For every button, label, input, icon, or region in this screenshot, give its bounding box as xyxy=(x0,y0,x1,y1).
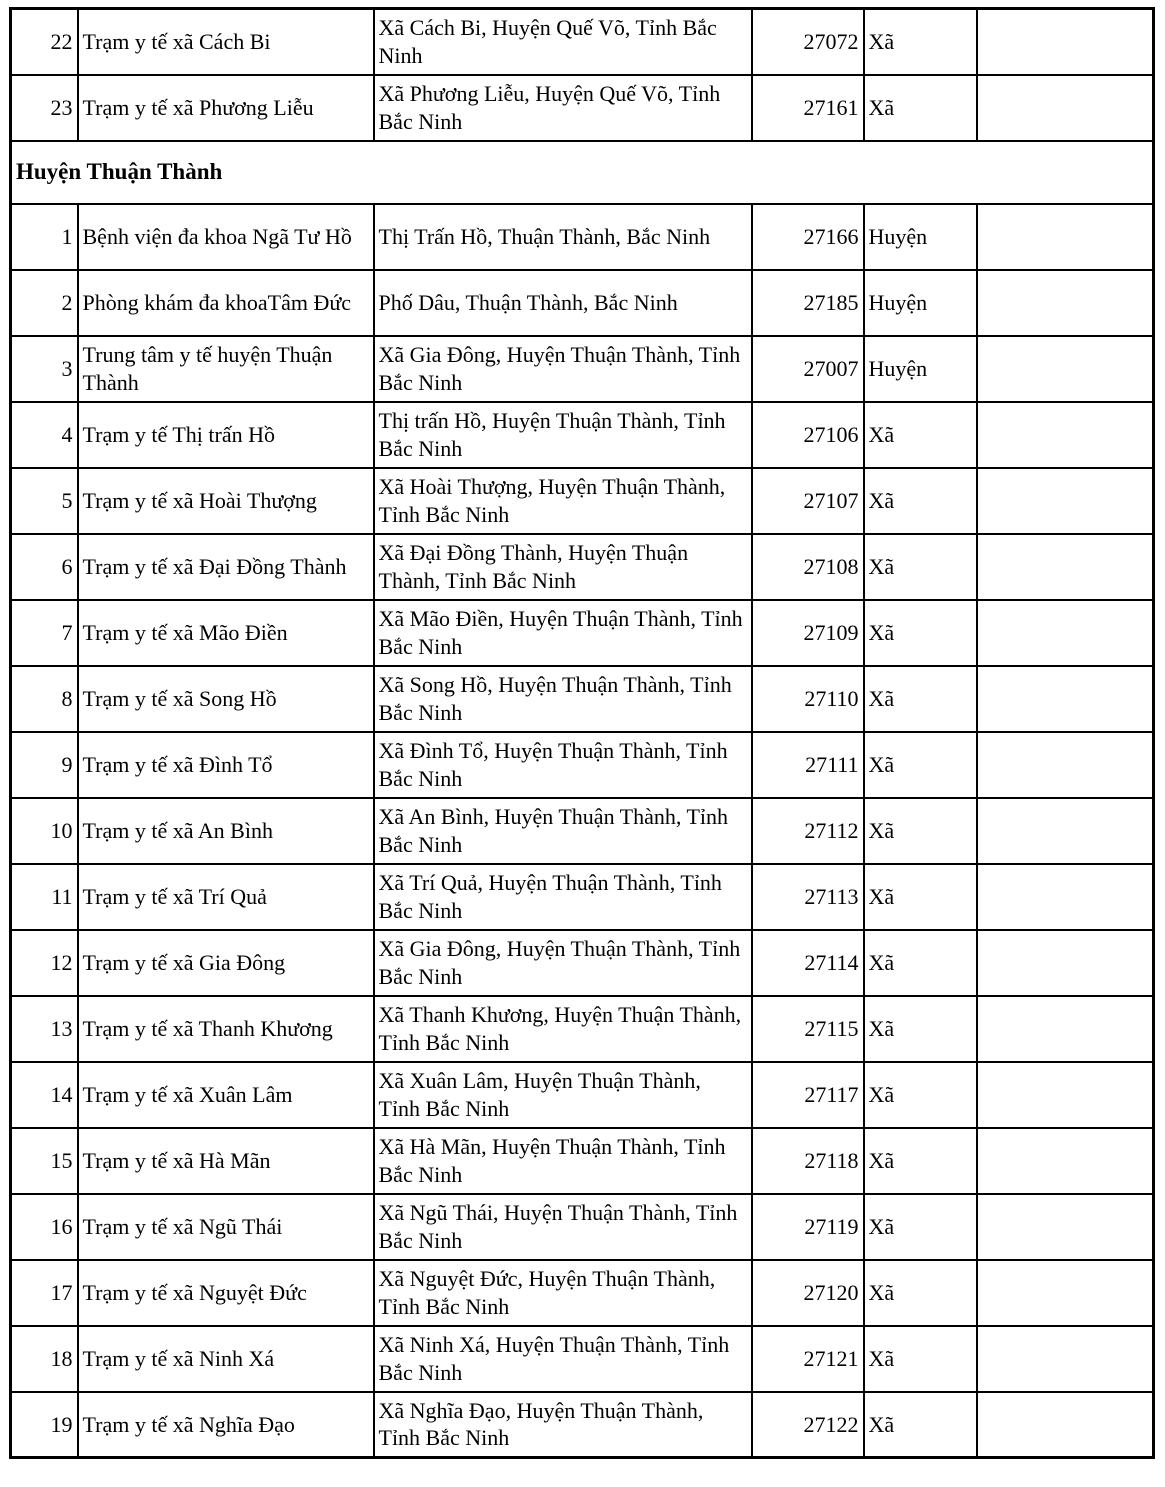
admin-level-cell: Xã xyxy=(864,1062,977,1128)
code-cell: 27117 xyxy=(752,1062,864,1128)
code-cell: 27109 xyxy=(752,600,864,666)
address-cell: Phố Dâu, Thuận Thành, Bắc Ninh xyxy=(374,270,752,336)
code-cell: 27112 xyxy=(752,798,864,864)
address-cell: Xã Phương Liễu, Huyện Quế Võ, Tỉnh Bắc Ninh xyxy=(374,75,752,141)
code-cell: 27108 xyxy=(752,534,864,600)
facility-name-cell: Trạm y tế xã Cách Bi xyxy=(78,9,374,75)
facilities-table-body xyxy=(11,9,1154,1458)
notes-cell xyxy=(977,666,1154,732)
table-row xyxy=(11,996,1154,1062)
code-cell: 27120 xyxy=(752,1260,864,1326)
notes-cell xyxy=(977,336,1154,402)
code-cell: 27161 xyxy=(752,75,864,141)
notes-cell xyxy=(977,270,1154,336)
address-cell: Xã Hoài Thượng, Huyện Thuận Thành, Tỉnh Bắc Ninh xyxy=(374,468,752,534)
facility-name-cell: Trạm y tế xã Đại Đồng Thành xyxy=(78,534,374,600)
address-cell: Xã Ninh Xá, Huyện Thuận Thành, Tỉnh Bắc Ninh xyxy=(374,1326,752,1392)
row-number-cell: 22 xyxy=(11,9,78,75)
admin-level-cell: Xã xyxy=(864,1128,977,1194)
facility-name-cell: Trạm y tế xã Song Hồ xyxy=(78,666,374,732)
facility-name-cell: Trạm y tế Thị trấn Hồ xyxy=(78,402,374,468)
code-cell: 27113 xyxy=(752,864,864,930)
row-number-cell: 13 xyxy=(11,996,78,1062)
code-cell: 27106 xyxy=(752,402,864,468)
row-number-cell: 4 xyxy=(11,402,78,468)
address-cell: Xã An Bình, Huyện Thuận Thành, Tỉnh Bắc Ninh xyxy=(374,798,752,864)
admin-level-cell: Xã xyxy=(864,600,977,666)
code-cell: 27114 xyxy=(752,930,864,996)
notes-cell xyxy=(977,402,1154,468)
facility-name-cell: Trạm y tế xã Nghĩa Đạo xyxy=(78,1392,374,1458)
code-cell: 27166 xyxy=(752,204,864,270)
notes-cell xyxy=(977,468,1154,534)
admin-level-cell: Huyện xyxy=(864,270,977,336)
table-row xyxy=(11,534,1154,600)
address-cell: Xã Trí Quả, Huyện Thuận Thành, Tỉnh Bắc Ninh xyxy=(374,864,752,930)
address-cell: Xã Gia Đông, Huyện Thuận Thành, Tỉnh Bắc Ninh xyxy=(374,930,752,996)
admin-level-cell: Xã xyxy=(864,1194,977,1260)
table-row xyxy=(11,1194,1154,1260)
table-row xyxy=(11,9,1154,75)
notes-cell xyxy=(977,534,1154,600)
row-number-cell: 2 xyxy=(11,270,78,336)
admin-level-cell: Xã xyxy=(864,9,977,75)
admin-level-cell: Xã xyxy=(864,468,977,534)
code-cell: 27107 xyxy=(752,468,864,534)
admin-level-cell: Xã xyxy=(864,1326,977,1392)
facility-name-cell: Trạm y tế xã Hà Mãn xyxy=(78,1128,374,1194)
facility-name-cell: Trạm y tế xã Ngũ Thái xyxy=(78,1194,374,1260)
address-cell: Thị trấn Hồ, Huyện Thuận Thành, Tỉnh Bắc Ninh xyxy=(374,402,752,468)
notes-cell xyxy=(977,1062,1154,1128)
notes-cell xyxy=(977,1194,1154,1260)
facility-name-cell: Trạm y tế xã Ninh Xá xyxy=(78,1326,374,1392)
address-cell: Xã Nguyệt Đức, Huyện Thuận Thành, Tỉnh Bắc Ninh xyxy=(374,1260,752,1326)
notes-cell xyxy=(977,864,1154,930)
facility-name-cell: Phòng khám đa khoaTâm Đức xyxy=(78,270,374,336)
table-row xyxy=(11,402,1154,468)
notes-cell xyxy=(977,9,1154,75)
address-cell: Xã Cách Bi, Huyện Quế Võ, Tỉnh Bắc Ninh xyxy=(374,9,752,75)
facilities-table-container xyxy=(9,7,1155,1459)
facility-name-cell: Trạm y tế xã Thanh Khương xyxy=(78,996,374,1062)
facility-name-cell: Trạm y tế xã Nguyệt Đức xyxy=(78,1260,374,1326)
row-number-cell: 8 xyxy=(11,666,78,732)
row-number-cell: 7 xyxy=(11,600,78,666)
address-cell: Xã Đình Tổ, Huyện Thuận Thành, Tỉnh Bắc Ninh xyxy=(374,732,752,798)
table-row xyxy=(11,666,1154,732)
table-row xyxy=(11,1128,1154,1194)
table-row xyxy=(11,75,1154,141)
facility-name-cell: Trạm y tế xã Phương Liễu xyxy=(78,75,374,141)
admin-level-cell: Xã xyxy=(864,402,977,468)
facilities-table xyxy=(9,7,1155,1459)
address-cell: Xã Ngũ Thái, Huyện Thuận Thành, Tỉnh Bắc Ninh xyxy=(374,1194,752,1260)
code-cell: 27110 xyxy=(752,666,864,732)
facility-name-cell: Trạm y tế xã Trí Quả xyxy=(78,864,374,930)
code-cell: 27185 xyxy=(752,270,864,336)
notes-cell xyxy=(977,75,1154,141)
facility-name-cell: Trung tâm y tế huyện Thuận Thành xyxy=(78,336,374,402)
row-number-cell: 23 xyxy=(11,75,78,141)
admin-level-cell: Xã xyxy=(864,996,977,1062)
row-number-cell: 19 xyxy=(11,1392,78,1458)
address-cell: Xã Thanh Khương, Huyện Thuận Thành, Tỉnh Bắc Ninh xyxy=(374,996,752,1062)
admin-level-cell: Xã xyxy=(864,1260,977,1326)
admin-level-cell: Xã xyxy=(864,864,977,930)
admin-level-cell: Xã xyxy=(864,534,977,600)
notes-cell xyxy=(977,1326,1154,1392)
row-number-cell: 16 xyxy=(11,1194,78,1260)
address-cell: Xã Mão Điền, Huyện Thuận Thành, Tỉnh Bắc Ninh xyxy=(374,600,752,666)
row-number-cell: 5 xyxy=(11,468,78,534)
notes-cell xyxy=(977,798,1154,864)
section-header-row xyxy=(11,141,1154,204)
table-row xyxy=(11,270,1154,336)
row-number-cell: 12 xyxy=(11,930,78,996)
row-number-cell: 17 xyxy=(11,1260,78,1326)
address-cell: Xã Xuân Lâm, Huyện Thuận Thành, Tỉnh Bắc Ninh xyxy=(374,1062,752,1128)
row-number-cell: 14 xyxy=(11,1062,78,1128)
admin-level-cell: Xã xyxy=(864,1392,977,1458)
notes-cell xyxy=(977,204,1154,270)
row-number-cell: 3 xyxy=(11,336,78,402)
admin-level-cell: Xã xyxy=(864,798,977,864)
code-cell: 27118 xyxy=(752,1128,864,1194)
admin-level-cell: Xã xyxy=(864,75,977,141)
table-row xyxy=(11,1392,1154,1458)
code-cell: 27119 xyxy=(752,1194,864,1260)
address-cell: Xã Nghĩa Đạo, Huyện Thuận Thành, Tỉnh Bắc Ninh xyxy=(374,1392,752,1458)
row-number-cell: 18 xyxy=(11,1326,78,1392)
table-row xyxy=(11,798,1154,864)
table-row xyxy=(11,468,1154,534)
address-cell: Xã Song Hồ, Huyện Thuận Thành, Tỉnh Bắc Ninh xyxy=(374,666,752,732)
address-cell: Xã Đại Đồng Thành, Huyện Thuận Thành, Tỉnh Bắc Ninh xyxy=(374,534,752,600)
admin-level-cell: Xã xyxy=(864,930,977,996)
address-cell: Xã Hà Mãn, Huyện Thuận Thành, Tỉnh Bắc Ninh xyxy=(374,1128,752,1194)
notes-cell xyxy=(977,1260,1154,1326)
table-row xyxy=(11,204,1154,270)
admin-level-cell: Huyện xyxy=(864,336,977,402)
code-cell: 27122 xyxy=(752,1392,864,1458)
table-row xyxy=(11,732,1154,798)
notes-cell xyxy=(977,1392,1154,1458)
facility-name-cell: Trạm y tế xã Hoài Thượng xyxy=(78,468,374,534)
row-number-cell: 15 xyxy=(11,1128,78,1194)
table-row xyxy=(11,930,1154,996)
row-number-cell: 10 xyxy=(11,798,78,864)
row-number-cell: 9 xyxy=(11,732,78,798)
facility-name-cell: Trạm y tế xã Gia Đông xyxy=(78,930,374,996)
admin-level-cell: Xã xyxy=(864,732,977,798)
facility-name-cell: Trạm y tế xã An Bình xyxy=(78,798,374,864)
notes-cell xyxy=(977,600,1154,666)
notes-cell xyxy=(977,1128,1154,1194)
code-cell: 27007 xyxy=(752,336,864,402)
row-number-cell: 6 xyxy=(11,534,78,600)
notes-cell xyxy=(977,996,1154,1062)
table-row xyxy=(11,336,1154,402)
facility-name-cell: Trạm y tế xã Đình Tổ xyxy=(78,732,374,798)
notes-cell xyxy=(977,930,1154,996)
table-row xyxy=(11,1062,1154,1128)
admin-level-cell: Xã xyxy=(864,666,977,732)
table-row xyxy=(11,864,1154,930)
table-row xyxy=(11,600,1154,666)
code-cell: 27121 xyxy=(752,1326,864,1392)
code-cell: 27115 xyxy=(752,996,864,1062)
code-cell: 27072 xyxy=(752,9,864,75)
facility-name-cell: Bệnh viện đa khoa Ngã Tư Hồ xyxy=(78,204,374,270)
address-cell: Xã Gia Đông, Huyện Thuận Thành, Tỉnh Bắc Ninh xyxy=(374,336,752,402)
table-row xyxy=(11,1260,1154,1326)
row-number-cell: 11 xyxy=(11,864,78,930)
row-number-cell: 1 xyxy=(11,204,78,270)
address-cell: Thị Trấn Hồ, Thuận Thành, Bắc Ninh xyxy=(374,204,752,270)
section-title: Huyện Thuận Thành xyxy=(11,141,1154,204)
notes-cell xyxy=(977,732,1154,798)
code-cell: 27111 xyxy=(752,732,864,798)
facility-name-cell: Trạm y tế xã Xuân Lâm xyxy=(78,1062,374,1128)
table-row xyxy=(11,1326,1154,1392)
facility-name-cell: Trạm y tế xã Mão Điền xyxy=(78,600,374,666)
admin-level-cell: Huyện xyxy=(864,204,977,270)
